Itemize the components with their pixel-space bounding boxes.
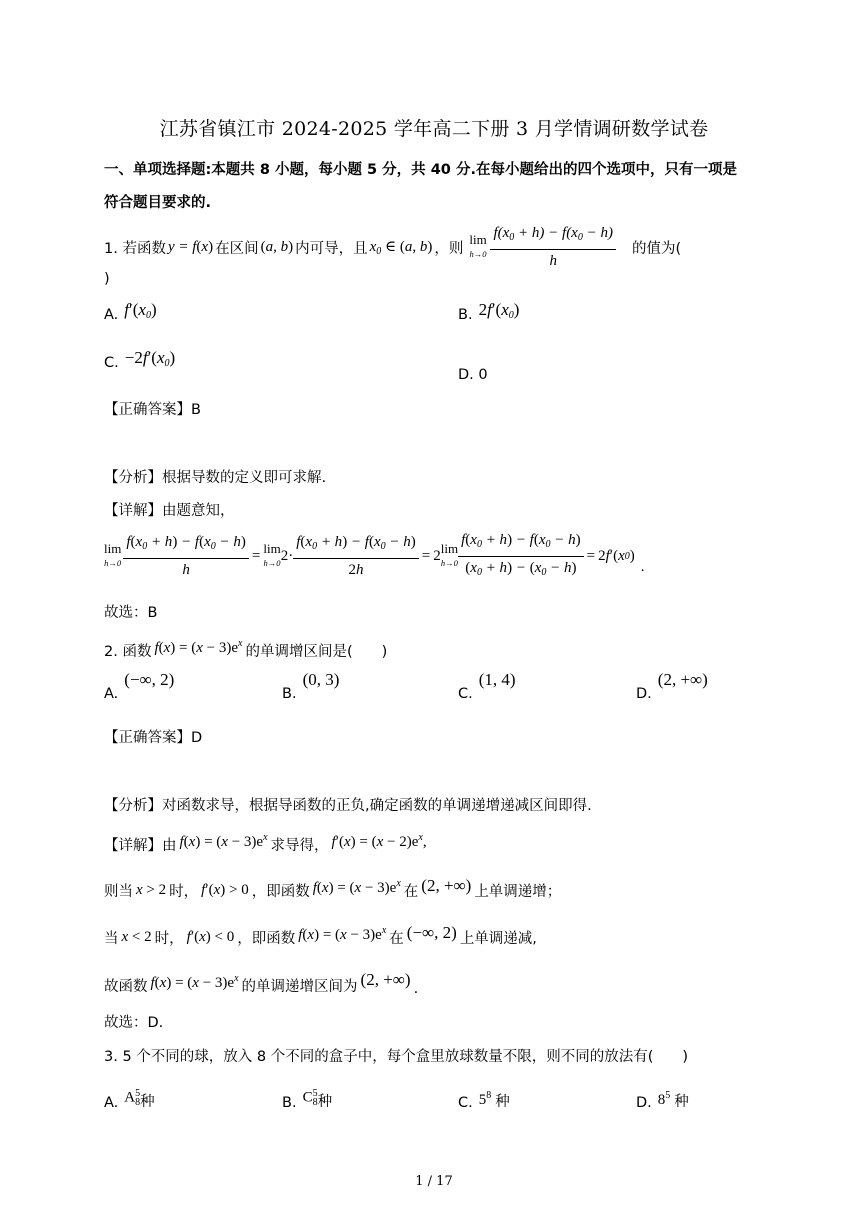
math-neg2fprime-x0: $-2f'(x_0)$ [124,347,176,369]
question-2-detail-line3: 当 x < 2 时， f′(x) < 0 ，即函数 $f(x) = (x - 3)e^x$ 在 (−∞, 2) 上单调递减, [104,922,537,947]
math-fx-def: $f(x) = (x - 3)e^x$ [154,638,243,656]
math-fprime-x0: $f'(x_0)$ [124,299,157,321]
math-C-8-5: C 5 8 [302,1088,318,1108]
question-3-option-c[interactable]: C. $5^8$ 种 [458,1090,510,1111]
question-2-detail-line1: 【详解】 由 $f(x) = (x - 3)e^x$ 求导得， $f'(x) = (x - 2)e^x$, [104,832,427,854]
math-x0-in-ab: $x_0$ ∈ (a, b) [369,239,433,257]
question-2-option-d[interactable]: D. (2, +∞) [636,670,708,702]
question-1-close-paren: ) [104,271,110,287]
page-number: 1 / 17 [415,1174,453,1189]
math-limit-expression: lim h→0 $\frac{f(x_0 + h) - f(x_0 - h)}{h}$ [469,224,616,270]
question-1-analysis: 【分析】根据导数的定义即可求解. [104,470,327,486]
question-3-option-b[interactable]: B. C 5 8 种 [282,1088,333,1111]
question-2-detail-line4: 故函数 $f(x) = (x - 3)e^x$ 的单调递增区间为 (2, +∞) . [104,970,419,997]
section-heading-line1: 一、单项选择题:本题共 8 小题，每小题 5 分，共 40 分.在每小题给出的四个选项中，只有一项是 [104,162,737,178]
page-title: 江苏省镇江市 2024-2025 学年高二下册 3 月学情调研数学试卷 [159,118,709,140]
question-3-option-a[interactable]: A. A 5 8 种 [104,1088,155,1111]
question-1-answer: 【正确答案】B [104,402,201,418]
question-2-detail-line2: 则当 x > 2 时， f′(x) > 0 ，即函数 $f(x) = (x - 3)e^x$ 在 (2, +∞) 上单调递增； [104,875,562,900]
math-8-pow-5: $8^5$ [657,1090,671,1108]
question-3-option-d[interactable]: D. $8^5$ 种 [636,1090,689,1111]
question-2-option-c[interactable]: C. (1, 4) [458,670,516,702]
section-heading-line2: 符合题目要求的. [104,195,212,211]
math-A-8-5: A 5 8 [124,1088,141,1108]
question-1-derivation: lim h→0 $\frac{f(x_0 + h) - f(x_0 - h)}{h}$ = lim h→0 2· $\frac{f(x_0 + h) - f(x_0 - h)}{2h}$ = 2 lim h→0 $\frac{f(x_0 + h) - f(x_0 - h)}{(x_0 + h) - (x_0 - h)}$ = 2 f ′ ( x 0 ) . [104,531,645,578]
math-2fprime-x0: $2f'(x_0)$ [478,299,520,321]
question-1-option-a[interactable]: A. $f'(x_0)$ [104,299,157,323]
question-1-detail: 【详解】由题意知， [104,503,235,519]
math-y-eq-fx: y = f(x) [167,238,214,255]
question-1-option-d[interactable]: D. 0 [458,367,488,383]
question-1-choose: 故选：B [104,605,158,621]
question-2-stem: 2. 函数 $f(x) = (x - 3)e^x$ 的单调增区间是( ) [104,638,388,660]
question-1-option-b[interactable]: B. $2f'(x_0)$ [458,299,520,323]
math-5-pow-8: $5^8$ [478,1090,492,1108]
math-fprime-def: $f'(x) = (x - 2)e^x$, [331,832,427,850]
question-2-analysis: 【分析】对函数求导，根据导函数的正负,确定函数的单调递增递减区间即得. [104,798,592,814]
math-interval-0-3: (0, 3) [302,670,340,689]
question-2-option-b[interactable]: B. (0, 3) [282,670,340,702]
math-interval-2-pos-inf: (2, +∞) [657,670,708,689]
math-interval-ab: (a, b) [260,238,294,255]
question-1-option-c[interactable]: C. $-2f'(x_0)$ [104,347,176,371]
math-interval-1-4: (1, 4) [478,670,516,689]
question-3-stem: 3. 5 个不同的球，放入 8 个不同的盒子中，每个盒里放球数量不限，则不同的放法有( ) [104,1049,689,1065]
math-interval-neg-inf-2: (−∞, 2) [124,670,175,689]
question-1-stem: 1. 若函数 y = f(x) 在区间 (a, b) 内可导，且 $x_0$ ∈ (a, b) ，则 lim h→0 $\frac{f(x_0 + h) - f(x_0 - h)}{h}$ 的值为( [104,225,682,269]
question-2-answer: 【正确答案】D [104,730,203,746]
question-2-choose: 故选：D. [104,1015,164,1031]
question-2-option-a[interactable]: A. (−∞, 2) [104,670,175,702]
